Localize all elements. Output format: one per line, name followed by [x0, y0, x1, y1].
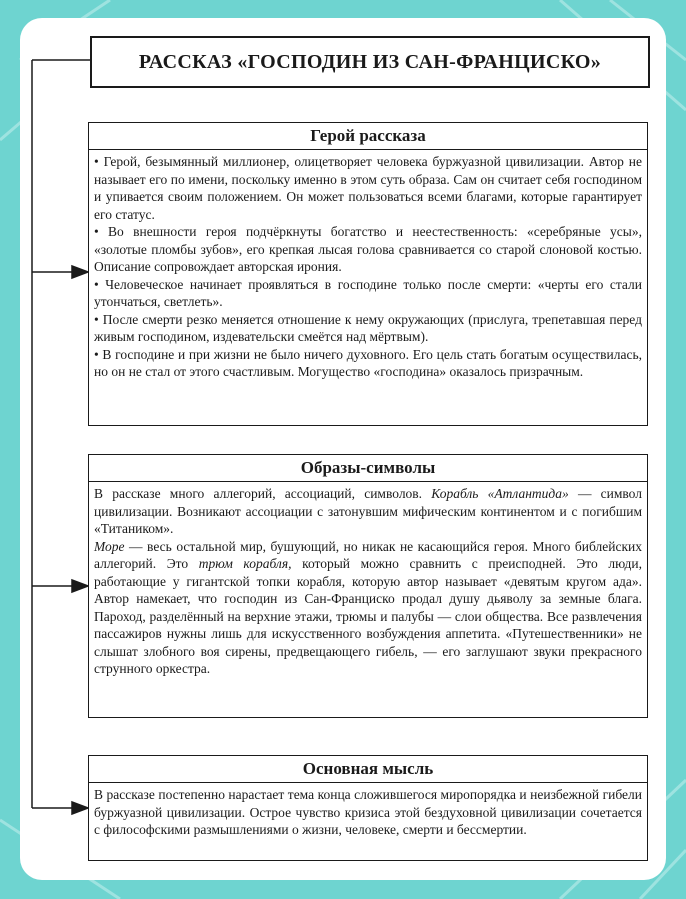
symbols-p2-rest1: — весь остальной мир, бушующий, но никак не касающийся героя. Много библейских аллегорий. Это [94, 538, 642, 571]
idea-heading: Основная мысль [89, 756, 647, 783]
symbols-p1-italic: Корабль «Атлантида» [431, 486, 569, 501]
symbols-paragraph-1 [94, 485, 642, 538]
symbols-p1-rest: — символ цивилизации. Возникают ассоциации с затонувшим мифическим континентом и с погибшим «Титаником». [94, 486, 642, 536]
symbols-heading: Образы-символы [89, 455, 647, 482]
hero-bullet-2: • Во внешности героя подчёркнуты богатство и неестественность: «серебряные усы», «золотые пломбы зубов», его крепкая лысая голова сравнивается со старой слоновой костью. Описание сопровождает авторская ирония. [94, 224, 642, 274]
idea-body [89, 783, 647, 843]
symbols-body [89, 482, 647, 682]
hero-section [88, 122, 648, 426]
hero-bullet-5: • В господине и при жизни не было ничего духовного. Его цель стать богатым осуществилась, но он не стал от этого счастливым. Могущество «господина» оказалось призрачным. [94, 346, 642, 379]
idea-section [88, 755, 648, 861]
hero-bullet-1: • Герой, безымянный миллионер, олицетворяет человека буржуазной цивилизации. Автор не называет его по имени, поскольку именно в этом суть образа. Сам он считает себя господином и упивается своим положением. Он может пользоваться всеми благами, которые гарантирует его статус. [94, 154, 642, 222]
symbols-p2-italic2: трюм корабля, [198, 556, 292, 571]
hero-bullet-4: • После смерти резко меняется отношение к нему окружающих (прислуга, трепетавшая перед живым господином, издевательски смеётся над мёртвым). [94, 311, 642, 344]
arrow-symbols-icon [72, 580, 88, 592]
symbols-p1-lead: В рассказе много аллегорий, ассоциаций, символов. [94, 486, 432, 501]
arrow-idea-icon [72, 802, 88, 814]
symbols-section [88, 454, 648, 718]
idea-text: В рассказе постепенно нарастает тема конца сложившегося миропорядка и неизбежной гибели буржуазной цивилизации. Острое чувство кризиса этой бездуховной цивилизации сочетается с философскими размышлениями о жизни, человеке, смерти и бессмертии. [94, 787, 642, 837]
hero-heading: Герой рассказа [89, 123, 647, 150]
content-card [20, 18, 666, 880]
page-title: РАССКАЗ «ГОСПОДИН ИЗ САН-ФРАНЦИСКО» [90, 36, 650, 88]
symbols-p2-italic: Море [94, 538, 125, 554]
hero-body [89, 150, 647, 385]
arrow-hero-icon [72, 266, 88, 278]
hero-bullet-3: • Человеческое начинает проявляться в господине только после смерти: «черты его стали утончаться, светлеть». [94, 276, 642, 309]
symbols-p2-rest2: который можно сравнить с преисподней. Это люди, работающие у гигантской топки корабля, которую автор называет «девятым кругом ада». Автор намекает, что господин из Сан-Франциско продал душу дьяволу за земные блага. Пароход, разделённый на верхние этажи, трюмы и палубы — слои общества. Все развлечения пассажиров нужны лишь для искусственного возбуждения аппетита. «Путешественники» не слышат злобного воя сирены, предвещающего гибель, — его заглушают звуки прекрасного струнного оркестра. [94, 556, 642, 676]
symbols-paragraph-2 [94, 538, 642, 678]
